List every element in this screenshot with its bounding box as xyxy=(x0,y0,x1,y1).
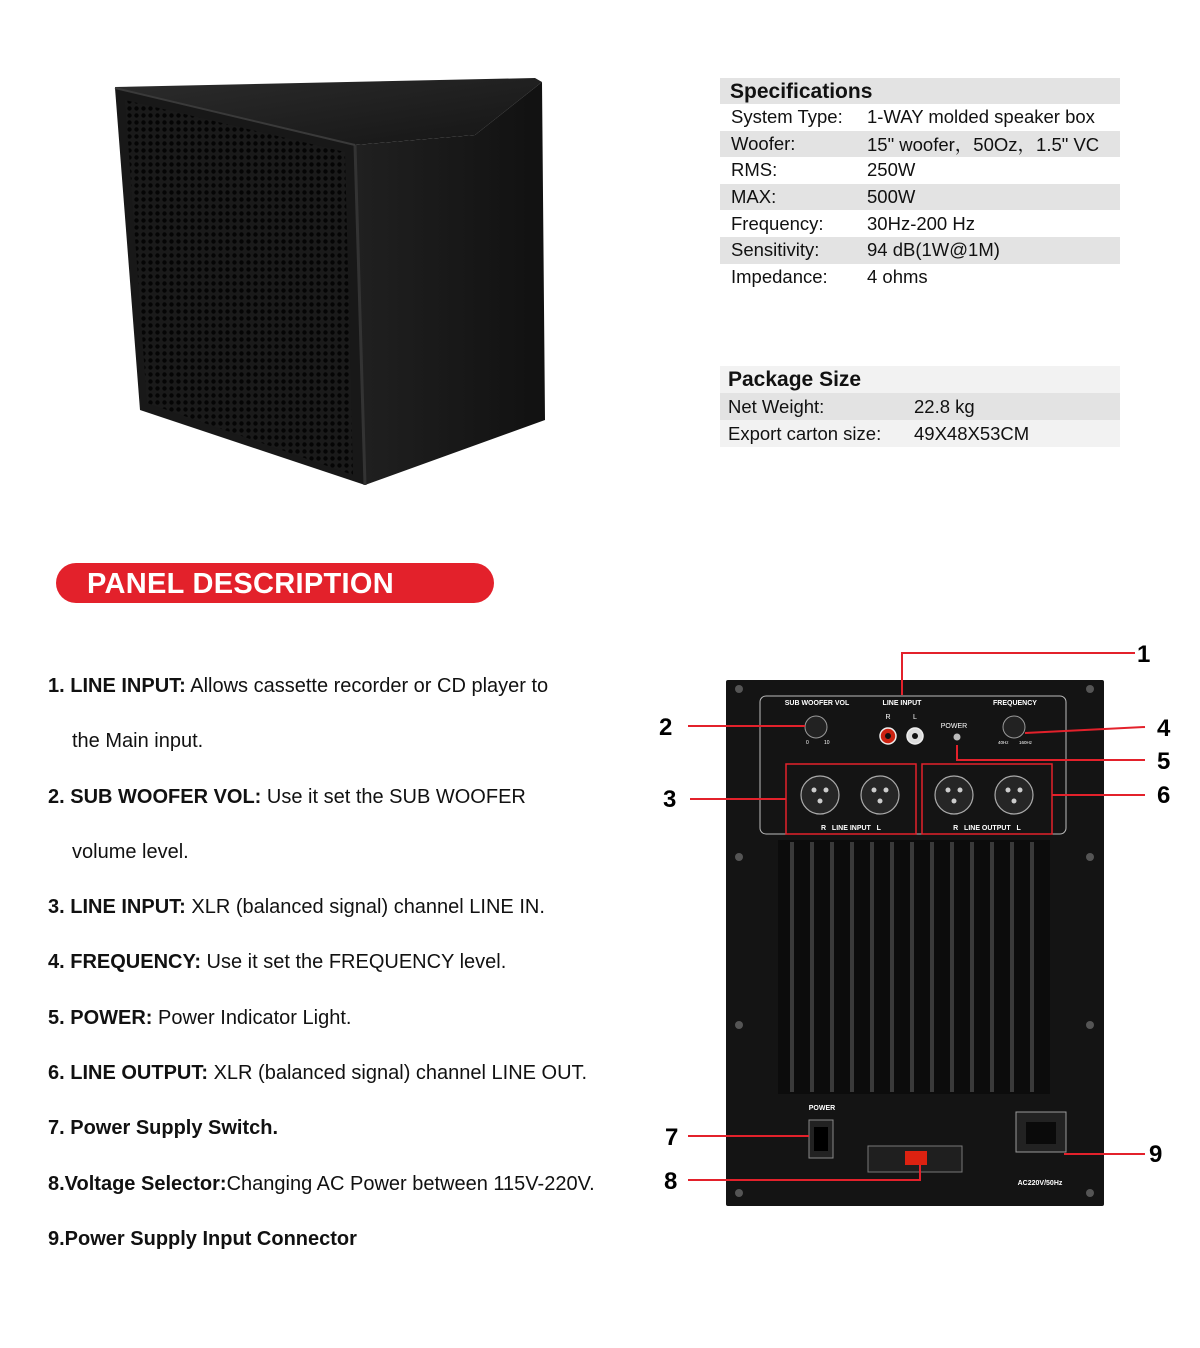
spec-key: MAX: xyxy=(731,186,777,208)
panel-description-list xyxy=(48,670,668,1278)
list-item xyxy=(48,1223,668,1278)
list-item xyxy=(48,1002,668,1057)
callout-1: 1 xyxy=(1137,641,1151,668)
rca-l-label: L xyxy=(913,714,917,721)
item-text: Power Indicator Light. xyxy=(152,1006,352,1029)
callout-3: 3 xyxy=(663,786,677,813)
item-label: 6. LINE OUTPUT: xyxy=(48,1062,209,1085)
spec-key: Frequency: xyxy=(731,212,824,234)
freq-min-label: 40Hz xyxy=(998,740,1009,745)
vol-max-label: 10 xyxy=(824,740,830,746)
spec-key: RMS: xyxy=(731,159,778,181)
vol-min-label: 0 xyxy=(806,740,809,746)
item-label: 7. Power Supply Switch. xyxy=(48,1117,279,1140)
amplifier-back-panel xyxy=(640,630,1200,1220)
item-label: 3. LINE INPUT: xyxy=(48,896,186,919)
list-item xyxy=(48,781,668,836)
package-key: Net Weight: xyxy=(728,395,825,417)
package-row xyxy=(720,420,1120,447)
spec-row xyxy=(720,184,1120,211)
xlr-output-left[interactable] xyxy=(995,776,1033,814)
power-led-label: POWER xyxy=(940,723,968,730)
item-text: Use it set the SUB WOOFER xyxy=(261,785,526,808)
item-text: Allows cassette recorder or CD player to xyxy=(185,675,549,697)
item-label: 8.Voltage Selector: xyxy=(48,1172,227,1195)
spec-row xyxy=(720,157,1120,184)
specifications-title: Specifications xyxy=(720,78,1120,104)
item-label: 5. POWER: xyxy=(48,1006,153,1029)
callout-4: 4 xyxy=(1157,715,1171,742)
list-item xyxy=(48,725,668,780)
spec-key: Impedance: xyxy=(731,265,828,287)
speaker-cabinet-image xyxy=(105,70,565,500)
specifications-table xyxy=(720,78,1120,290)
spec-key: Woofer: xyxy=(731,132,796,154)
xlr-input-right[interactable] xyxy=(801,776,839,814)
item-text: the Main input. xyxy=(72,730,204,753)
list-item xyxy=(48,1112,668,1167)
spec-row xyxy=(720,210,1120,237)
xlr-input-label: R LINE INPUT L xyxy=(821,825,881,832)
spec-value: 250W xyxy=(867,159,916,181)
item-label: 1. LINE INPUT: xyxy=(48,675,186,697)
sub-woofer-vol-knob[interactable] xyxy=(805,716,827,738)
list-item xyxy=(48,836,668,891)
frequency-knob[interactable] xyxy=(1003,716,1025,738)
frequency-label: FREQUENCY xyxy=(993,700,1037,707)
spec-value: 30Hz-200 Hz xyxy=(867,212,975,234)
power-switch-label: POWER xyxy=(808,1105,836,1112)
package-value: 49X48X53CM xyxy=(914,422,1030,444)
spec-value: 4 ohms xyxy=(867,265,928,287)
power-led-icon xyxy=(954,734,961,741)
xlr-input-left[interactable] xyxy=(861,776,899,814)
list-item xyxy=(48,1057,668,1112)
sub-woofer-vol-label: SUB WOOFER VOL xyxy=(784,700,850,707)
callout-7: 7 xyxy=(665,1124,679,1151)
spec-value: 15" woofer，50Oz，1.5" VC xyxy=(867,133,1100,155)
package-size-title: Package Size xyxy=(720,366,1120,393)
spec-row xyxy=(720,237,1120,264)
spec-row xyxy=(720,131,1120,158)
freq-max-label: 160Hz xyxy=(1019,740,1033,745)
item-text: volume level. xyxy=(72,840,189,863)
xlr-output-right[interactable] xyxy=(935,776,973,814)
spec-row xyxy=(720,264,1120,291)
spec-value: 94 dB(1W@1M) xyxy=(867,239,1000,261)
callout-8: 8 xyxy=(664,1168,678,1195)
item-label: 2. SUB WOOFER VOL: xyxy=(48,785,262,808)
callout-6: 6 xyxy=(1157,782,1171,809)
xlr-output-label: R LINE OUTPUT L xyxy=(953,825,1021,832)
list-item xyxy=(48,670,668,725)
package-key: Export carton size: xyxy=(728,422,882,444)
spec-key: Sensitivity: xyxy=(731,239,820,261)
package-size-table xyxy=(720,366,1120,447)
package-value: 22.8 kg xyxy=(914,395,975,417)
item-text: Changing AC Power between 115V-220V. xyxy=(226,1172,595,1195)
list-item xyxy=(48,1168,668,1223)
list-item xyxy=(48,891,668,946)
spec-row xyxy=(720,104,1120,131)
item-text: Use it set the FREQUENCY level. xyxy=(200,951,507,974)
item-text: XLR (balanced signal) channel LINE OUT. xyxy=(208,1062,588,1085)
spec-value: 500W xyxy=(867,186,916,208)
callout-9: 9 xyxy=(1149,1141,1163,1168)
callout-2: 2 xyxy=(659,714,673,741)
item-label: 9.Power Supply Input Connector xyxy=(48,1227,357,1250)
spec-value: 1-WAY molded speaker box xyxy=(867,106,1095,128)
list-item xyxy=(48,946,668,1001)
panel-description-banner: PANEL DESCRIPTION xyxy=(56,563,494,603)
voltage-selector[interactable] xyxy=(905,1151,927,1165)
callout-5: 5 xyxy=(1157,748,1171,775)
package-row xyxy=(720,393,1120,420)
rca-r-label: R xyxy=(885,714,891,721)
line-input-label: LINE INPUT xyxy=(882,700,922,707)
item-label: 4. FREQUENCY: xyxy=(48,951,201,974)
item-text: XLR (balanced signal) channel LINE IN. xyxy=(185,896,545,919)
ac-rating-label: AC220V/50Hz xyxy=(1017,1180,1063,1187)
spec-key: System Type: xyxy=(731,106,843,128)
